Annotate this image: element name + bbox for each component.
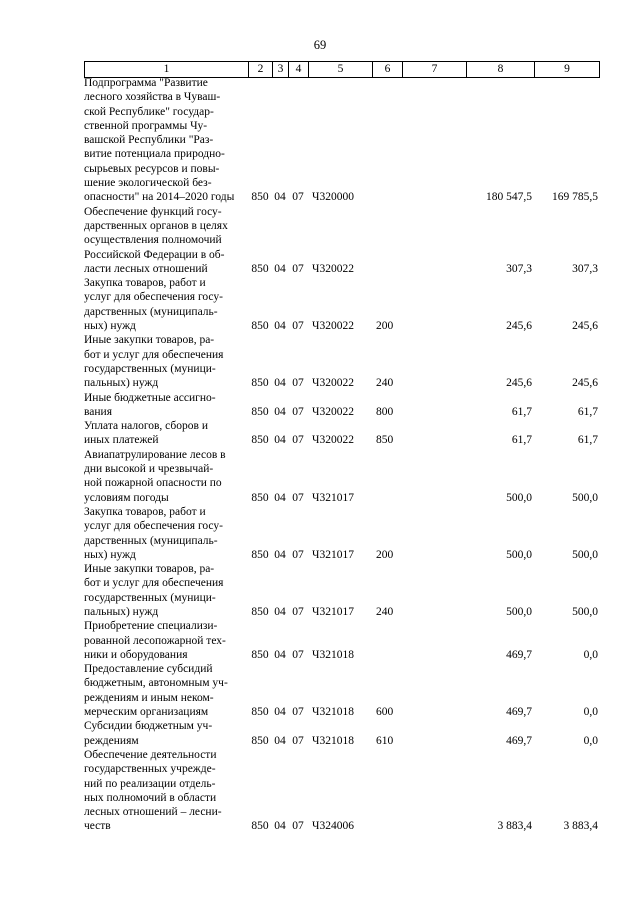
row-cs: Ч321018: [312, 734, 354, 747]
row-amount-2015: 169 785,5: [552, 191, 598, 204]
row-amount-2014: 307,3: [506, 262, 532, 275]
header-col-6: 6: [372, 62, 402, 77]
row-name-line: бот и услуг для обеспечения: [84, 577, 224, 590]
row-name-line: дарственных (муниципаль-: [84, 534, 218, 547]
row-amount-2014: 500,0: [506, 491, 532, 504]
row-amount-2015: 0,0: [583, 706, 598, 719]
row-cs: Ч321017: [312, 548, 354, 561]
row-name-line: услуг для обеспечения госу-: [84, 291, 223, 304]
header-col-1: 1: [84, 62, 248, 77]
row-name-line: витие потенциала природно-: [84, 148, 225, 161]
row-pr: 07: [292, 605, 304, 618]
row-name-line: Приобретение специализи-: [84, 620, 218, 633]
row-name-line: лесного хозяйства в Чуваш-: [84, 91, 221, 104]
row-gl: 850: [251, 491, 269, 504]
row-name-line: ники и оборудования: [84, 648, 188, 661]
row-name-line: ний по реализации отдель-: [84, 777, 216, 790]
row-rz: 04: [274, 820, 286, 833]
row-rz: 04: [274, 605, 286, 618]
row-rz: 04: [274, 648, 286, 661]
row-name-line: Закупка товаров, работ и: [84, 277, 206, 290]
table-row: [84, 748, 604, 834]
row-amount-2014: 469,7: [506, 648, 532, 661]
row-amount-2015: 245,6: [572, 377, 598, 390]
row-name-line: пальных) нужд: [84, 377, 159, 390]
row-rz: 04: [274, 548, 286, 561]
row-amount-2015: 61,7: [577, 405, 598, 418]
row-name-line: ской Республике" государ-: [84, 105, 214, 118]
row-vr: 610: [376, 734, 394, 747]
row-pr: 07: [292, 734, 304, 747]
row-rz: 04: [274, 434, 286, 447]
row-pr: 07: [292, 648, 304, 661]
row-name-line: Закупка товаров, работ и: [84, 505, 206, 518]
row-name-line: Уплата налогов, сборов и: [84, 420, 208, 433]
row-name-line: осуществления полномочий: [84, 234, 222, 247]
row-cs: Ч320022: [312, 262, 354, 275]
row-cs: Ч321018: [312, 648, 354, 661]
row-name-line: ных) нужд: [84, 548, 136, 561]
row-name-line: Субсидии бюджетным уч-: [84, 720, 213, 733]
header-col-2: 2: [248, 62, 272, 77]
row-gl: 850: [251, 262, 269, 275]
table-row: [84, 448, 604, 505]
row-vr: 240: [376, 605, 394, 618]
row-name-line: ственной программы Чу-: [84, 119, 208, 132]
row-pr: 07: [292, 706, 304, 719]
row-rz: 04: [274, 191, 286, 204]
row-name-line: Предоставление субсидий: [84, 663, 213, 676]
header-col-7: 7: [402, 62, 466, 77]
row-amount-2015: 500,0: [572, 605, 598, 618]
table-body: [84, 76, 604, 834]
row-name-line: мерческим организациям: [84, 706, 209, 719]
row-amount-2015: 500,0: [572, 548, 598, 561]
row-cs: Ч321017: [312, 605, 354, 618]
row-name-line: реждениям: [84, 734, 139, 747]
row-name: [84, 76, 248, 205]
row-gl: 850: [251, 377, 269, 390]
row-gl: 850: [251, 706, 269, 719]
row-name-line: вашской Республики "Раз-: [84, 134, 214, 147]
row-rz: 04: [274, 734, 286, 747]
row-amount-2015: 3 883,4: [563, 820, 598, 833]
row-pr: 07: [292, 820, 304, 833]
table-row: [84, 391, 604, 420]
row-gl: 850: [251, 434, 269, 447]
header-col-8: 8: [466, 62, 534, 77]
row-pr: 07: [292, 434, 304, 447]
row-gl: 850: [251, 648, 269, 661]
table-row: [84, 419, 604, 448]
row-name-line: Иные закупки товаров, ра-: [84, 334, 215, 347]
row-amount-2015: 61,7: [577, 434, 598, 447]
row-name-line: реждениям и иным неком-: [84, 691, 214, 704]
row-name: [84, 391, 248, 420]
row-amount-2015: 307,3: [572, 262, 598, 275]
row-gl: 850: [251, 605, 269, 618]
row-pr: 07: [292, 191, 304, 204]
table-row: [84, 719, 604, 748]
row-pr: 07: [292, 491, 304, 504]
header-col-5: 5: [308, 62, 372, 77]
row-name-line: бюджетным, автономным уч-: [84, 677, 228, 690]
row-name-line: иных платежей: [84, 434, 159, 447]
row-gl: 850: [251, 820, 269, 833]
row-amount-2014: 180 547,5: [486, 191, 532, 204]
header-col-9: 9: [534, 62, 600, 77]
row-name: [84, 619, 248, 662]
row-amount-2014: 500,0: [506, 548, 532, 561]
table-row: [84, 562, 604, 619]
row-name-line: ных) нужд: [84, 320, 136, 333]
table-row: [84, 505, 604, 562]
row-name: [84, 562, 248, 619]
row-gl: 850: [251, 320, 269, 333]
row-name-line: Обеспечение деятельности: [84, 748, 217, 761]
row-vr: 800: [376, 405, 394, 418]
row-name-line: шение экологической без-: [84, 177, 212, 190]
row-name-line: вания: [84, 405, 112, 418]
row-name-line: Обеспечение функций госу-: [84, 205, 222, 218]
row-pr: 07: [292, 262, 304, 275]
row-rz: 04: [274, 706, 286, 719]
row-name-line: государственных (муници-: [84, 591, 216, 604]
row-name-line: государственных (муници-: [84, 362, 216, 375]
table-row: [84, 205, 604, 276]
row-amount-2015: 245,6: [572, 320, 598, 333]
row-name: [84, 662, 248, 719]
row-name-line: Российской Федерации в об-: [84, 248, 225, 261]
row-name: [84, 719, 248, 748]
row-amount-2014: 3 883,4: [497, 820, 532, 833]
row-cs: Ч320022: [312, 320, 354, 333]
row-name-line: дарственных (муниципаль-: [84, 305, 218, 318]
row-cs: Ч320022: [312, 377, 354, 390]
row-pr: 07: [292, 377, 304, 390]
row-amount-2014: 500,0: [506, 605, 532, 618]
row-name-line: лесных отношений – лесни-: [84, 806, 222, 819]
row-name: [84, 448, 248, 505]
row-amount-2014: 469,7: [506, 706, 532, 719]
row-pr: 07: [292, 320, 304, 333]
row-cs: Ч320000: [312, 191, 354, 204]
row-cs: Ч321017: [312, 491, 354, 504]
row-name-line: бот и услуг для обеспечения: [84, 348, 224, 361]
row-amount-2015: 500,0: [572, 491, 598, 504]
row-pr: 07: [292, 405, 304, 418]
row-name-line: дарственных органов в целях: [84, 219, 228, 232]
row-rz: 04: [274, 405, 286, 418]
row-vr: 200: [376, 548, 394, 561]
row-name-line: ласти лесных отношений: [84, 262, 208, 275]
row-vr: 850: [376, 434, 394, 447]
row-amount-2015: 0,0: [583, 734, 598, 747]
row-name: [84, 419, 248, 448]
row-name: [84, 748, 248, 834]
row-gl: 850: [251, 548, 269, 561]
table-row: [84, 276, 604, 333]
row-amount-2014: 469,7: [506, 734, 532, 747]
row-amount-2015: 0,0: [583, 648, 598, 661]
row-gl: 850: [251, 191, 269, 204]
row-name-line: услуг для обеспечения госу-: [84, 520, 223, 533]
row-vr: 600: [376, 706, 394, 719]
row-amount-2014: 61,7: [511, 434, 532, 447]
row-rz: 04: [274, 320, 286, 333]
row-cs: Ч320022: [312, 434, 354, 447]
row-vr: 240: [376, 377, 394, 390]
table-row: [84, 333, 604, 390]
row-name-line: опасности" на 2014–2020 годы: [84, 191, 235, 204]
row-gl: 850: [251, 405, 269, 418]
row-cs: Ч321018: [312, 706, 354, 719]
table-row: [84, 662, 604, 719]
row-amount-2014: 245,6: [506, 377, 532, 390]
row-name: [84, 276, 248, 333]
row-name-line: честв: [84, 820, 111, 833]
page-number: 69: [313, 38, 327, 52]
row-rz: 04: [274, 262, 286, 275]
table-row: [84, 76, 604, 205]
row-pr: 07: [292, 548, 304, 561]
row-name-line: пальных) нужд: [84, 605, 159, 618]
row-name-line: государственных учрежде-: [84, 763, 216, 776]
row-cs: Ч320022: [312, 405, 354, 418]
row-name-line: Иные закупки товаров, ра-: [84, 563, 215, 576]
row-name-line: Иные бюджетные ассигно-: [84, 391, 216, 404]
row-gl: 850: [251, 734, 269, 747]
row-name-line: Авиапатрулирование лесов в: [84, 448, 226, 461]
row-name: [84, 205, 248, 276]
row-name-line: Подпрограмма "Развитие: [84, 77, 208, 89]
row-name-line: ных полномочий в области: [84, 791, 217, 804]
row-name: [84, 505, 248, 562]
row-name-line: сырьевых ресурсов и повы-: [84, 162, 220, 175]
row-rz: 04: [274, 377, 286, 390]
row-name: [84, 333, 248, 390]
row-amount-2014: 245,6: [506, 320, 532, 333]
row-vr: 200: [376, 320, 394, 333]
row-amount-2014: 61,7: [511, 405, 532, 418]
header-col-4: 4: [288, 62, 308, 77]
table-row: [84, 619, 604, 662]
header-col-3: 3: [272, 62, 288, 77]
row-name-line: рованной лесопожарной тех-: [84, 634, 226, 647]
row-rz: 04: [274, 491, 286, 504]
row-name-line: условиям погоды: [84, 491, 169, 504]
row-cs: Ч324006: [312, 820, 354, 833]
row-name-line: дни высокой и чрезвычай-: [84, 463, 214, 476]
row-name-line: ной пожарной опасности по: [84, 477, 222, 490]
